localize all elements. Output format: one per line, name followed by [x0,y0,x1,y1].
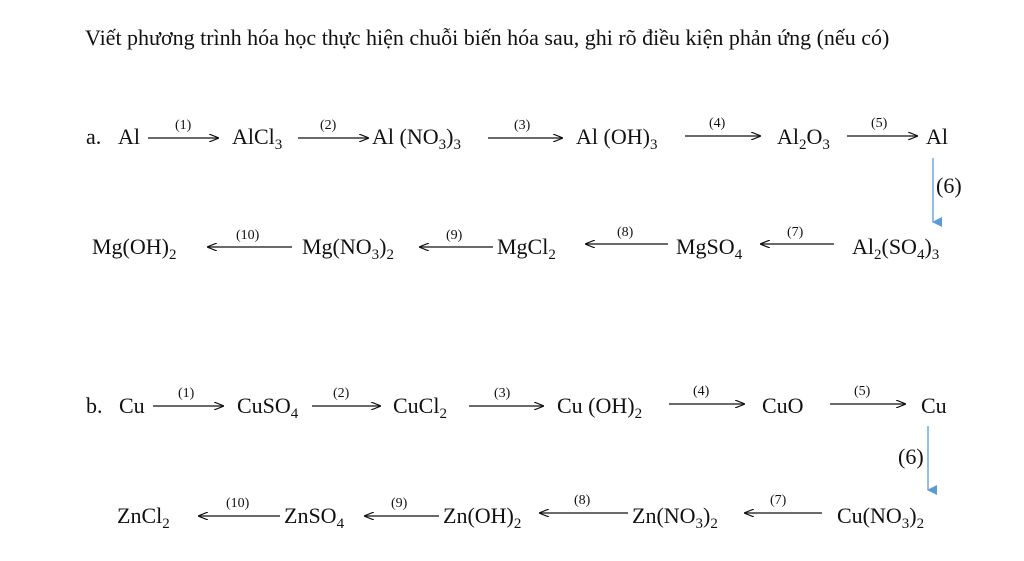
compound-a1-1: Al [118,124,140,149]
compound-a1-3: Al $(NO_3)_3$ [372,124,461,153]
step-a-3: (3) [514,118,531,133]
compound-a1-6: Al [926,124,948,149]
compound-a2-5: $Al_2(SO_4)_3$ [852,234,940,263]
compound-b2-2: ZnSO$_4$ [284,503,345,532]
compound-a2-2: $Mg(NO_3)_2$ [302,234,394,263]
chain-b-label: b. [86,393,103,418]
compound-a1-5: $Al_2O_3$ [777,124,830,153]
step-b-1: (1) [178,386,195,401]
step-a-2: (2) [320,118,337,133]
compound-a1-4: Al $(OH)_3$ [576,124,658,153]
step-a-4: (4) [709,116,726,131]
compound-b1-6: Cu [921,393,947,418]
step-b-5: (5) [854,384,871,399]
step-b-8: (8) [574,493,591,508]
step-a-5: (5) [871,116,888,131]
step-a-8: (8) [617,225,634,240]
step-a-9: (9) [446,228,463,243]
compound-b1-2: CuSO$_4$ [237,393,299,422]
compound-b1-4: Cu $(OH)_2$ [557,393,643,422]
step-a-1: (1) [175,118,192,133]
compound-b2-4: $Zn(NO_3)_2$ [632,503,718,532]
compound-a2-4: MgSO$_4$ [676,234,743,263]
compound-b1-1: Cu [119,393,145,418]
step-a-10: (10) [236,228,260,243]
exercise-prompt: Viết phương trình hóa học thực hiện chuỗi biến hóa sau, ghi rõ điều kiện phản ứng (nếu có) [85,25,890,50]
step-a-6: (6) [936,173,962,198]
step-a-7: (7) [787,225,804,240]
step-b-4: (4) [693,384,710,399]
step-b-7: (7) [770,493,787,508]
compound-b1-3: CuCl$_2$ [393,393,447,422]
compound-b2-5: $Cu(NO_3)_2$ [837,503,925,532]
compound-a1-2: AlCl$_3$ [232,124,283,153]
step-b-2: (2) [333,386,350,401]
compound-a2-1: $Mg(OH)_2$ [92,234,177,263]
step-b-3: (3) [494,386,511,401]
step-b-9: (9) [391,496,408,511]
chain-a-label: a. [86,124,102,149]
compound-b1-5: CuO [762,393,804,418]
compound-a2-3: MgCl$_2$ [497,234,556,263]
compound-b2-1: ZnCl$_2$ [117,503,170,532]
compound-b2-3: $Zn(OH)_2$ [443,503,522,532]
step-b-10: (10) [226,496,250,511]
step-b-6: (6) [898,444,924,469]
